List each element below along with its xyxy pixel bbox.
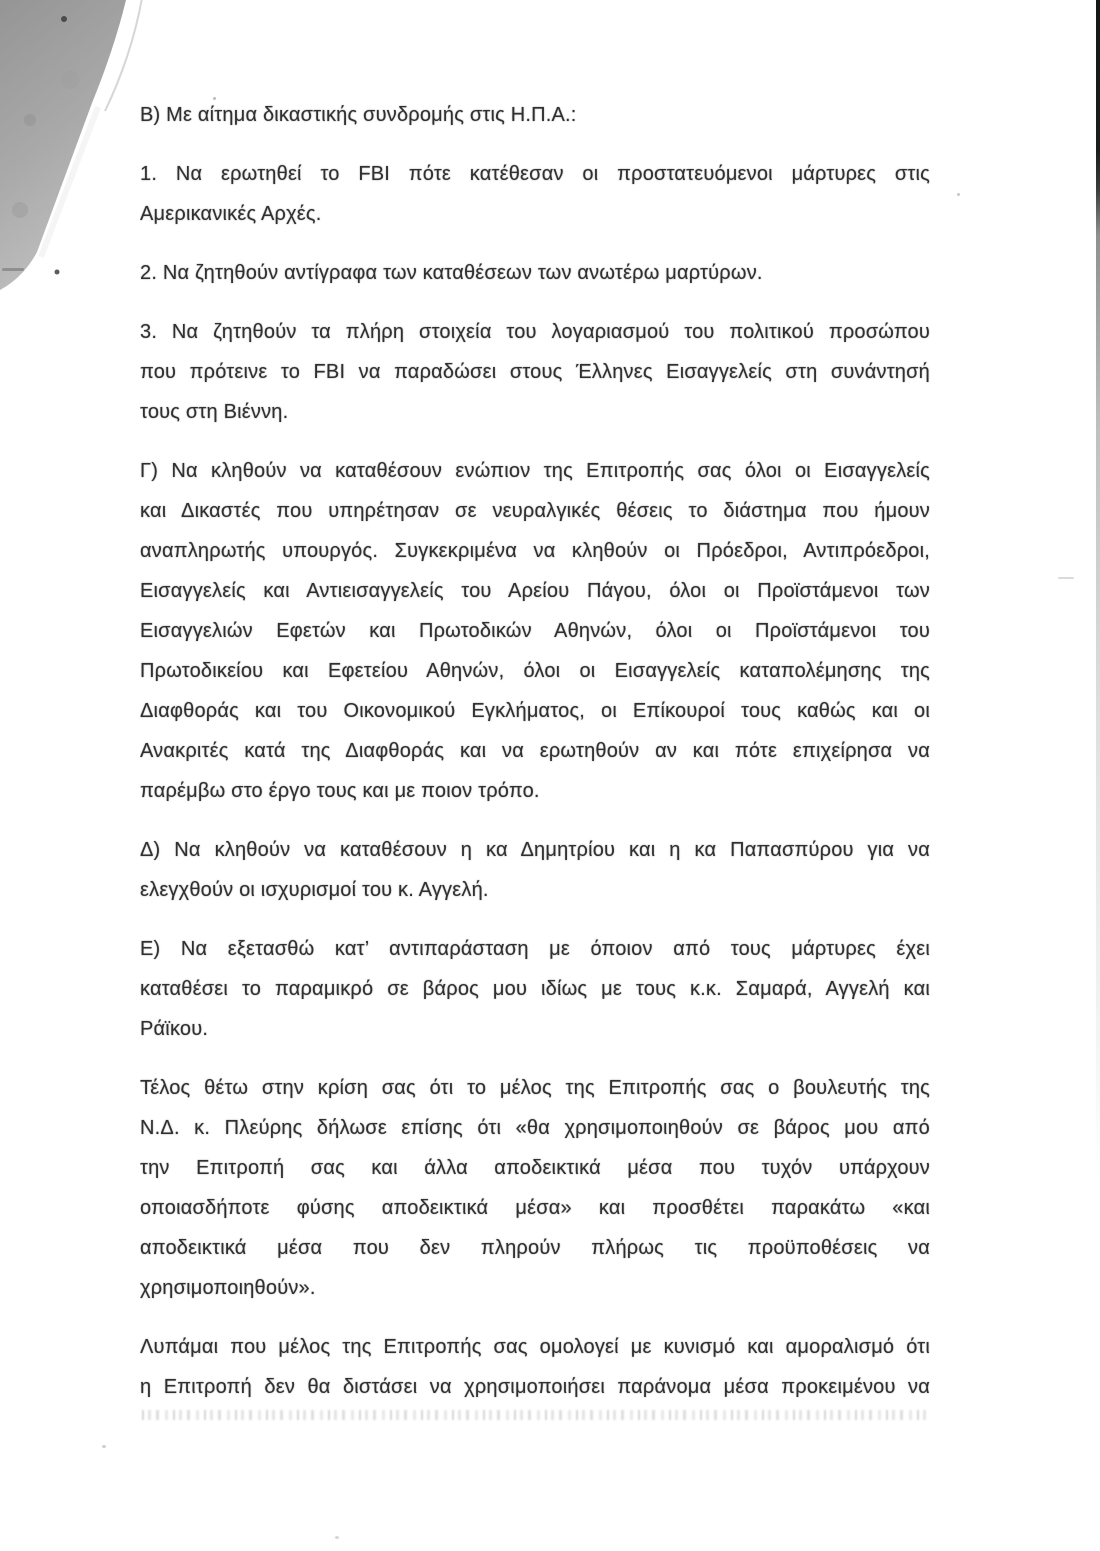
text-line: καταθέσει το παραμικρό σε βάρος μου ιδίως με τους κ.κ. Σαμαρά, Αγγελή και xyxy=(140,978,930,1000)
text-line: την Επιτροπή σας και άλλα αποδεικτικά μέσα που τυχόν υπάρχουν xyxy=(140,1157,930,1179)
text-line: χρησιμοποιηθούν». xyxy=(140,1277,316,1299)
text-line: και Δικαστές που υπηρέτησαν σε νευραλγικές θέσεις το διάστημα που ήμουν xyxy=(140,500,930,522)
scan-speck xyxy=(957,193,960,196)
text-line: Ν.Δ. κ. Πλεύρης δήλωσε επίσης ότι «θα χρησιμοποιηθούν σε βάρος μου από xyxy=(140,1117,930,1139)
paragraph xyxy=(140,154,930,234)
text-line: Β) Με αίτημα δικαστικής συνδρομής στις Η.Π.Α.: xyxy=(140,104,577,126)
scan-edge-line xyxy=(1096,0,1100,1551)
scan-speck xyxy=(335,1536,339,1539)
paragraph xyxy=(140,451,930,811)
text-line: Ανακριτές κατά της Διαφθοράς και να ερωτηθούν αν και πότε επιχείρησα να xyxy=(140,740,930,762)
text-line: Λυπάμαι που μέλος της Επιτροπής σας ομολογεί με κυνισμό και αμοραλισμό ότι xyxy=(140,1336,930,1358)
text-line: αναπληρωτής υπουργός. Συγκεκριμένα να κληθούν οι Πρόεδροι, Αντιπρόεδροι, xyxy=(140,540,930,562)
document-text xyxy=(140,95,930,1426)
text-line: Πρωτοδικείου και Εφετείου Αθηνών, όλοι οι Εισαγγελείς καταπολέμησης της xyxy=(140,660,930,682)
text-line: Ε) Να εξετασθώ κατ’ αντιπαράσταση με όποιον από τους μάρτυρες έχει xyxy=(140,938,930,960)
text-line: Δ) Να κληθούν να καταθέσουν η κα Δημητρίου και η κα Παπασπύρου για να xyxy=(140,839,930,861)
text-line: 3. Να ζητηθούν τα πλήρη στοιχεία του λογαριασμού του πολιτικού προσώπου xyxy=(140,321,930,343)
paragraph xyxy=(140,253,930,293)
text-line: που πρότεινε το FBI να παραδώσει στους Έλληνες Εισαγγελείς στη συνάντησή xyxy=(140,361,930,383)
text-line: Τέλος θέτω στην κρίση σας ότι το μέλος της Επιτροπής σας ο βουλευτής της xyxy=(140,1077,930,1099)
text-line: 2. Να ζητηθούν αντίγραφα των καταθέσεων των ανωτέρω μαρτύρων. xyxy=(140,262,763,284)
paragraph xyxy=(140,830,930,910)
text-line: 1. Να ερωτηθεί το FBI πότε κατέθεσαν οι προστατευόμενοι μάρτυρες στις xyxy=(140,163,930,185)
text-line: Ράϊκου. xyxy=(140,1018,209,1040)
paragraph xyxy=(140,1068,930,1308)
text-line: Αμερικανικές Αρχές. xyxy=(140,203,322,225)
paragraph xyxy=(140,1327,930,1407)
paragraph xyxy=(140,95,930,135)
text-line: Γ) Να κληθούν να καταθέσουν ενώπιον της Επιτροπής σας όλοι οι Εισαγγελείς xyxy=(140,460,930,482)
text-line: ελεγχθούν οι ισχυρισμοί του κ. Αγγελή. xyxy=(140,879,489,901)
text-line: τους στη Βιέννη. xyxy=(140,401,289,423)
text-line: αποδεικτικά μέσα που δεν πληρούν πλήρως τις προϋποθέσεις να xyxy=(140,1237,930,1259)
scan-speck xyxy=(213,97,216,100)
text-line: οποιασδήποτε φύσης αποδεικτικά μέσα» και προσθέτει παρακάτω «και xyxy=(140,1197,930,1219)
scan-speck xyxy=(1058,577,1074,579)
paragraph xyxy=(140,929,930,1049)
text-line: Εισαγγελείς και Αντιεισαγγελείς του Αρείου Πάγου, όλοι οι Προϊστάμενοι των xyxy=(140,580,930,602)
text-line: η Επιτροπή δεν θα διστάσει να χρησιμοποιήσει παράνομα μέσα προκειμένου να xyxy=(140,1376,930,1398)
text-line: παρέμβω στο έργο τους και με ποιον τρόπο. xyxy=(140,780,540,802)
scan-speck xyxy=(102,1445,106,1448)
faded-text-line xyxy=(142,1410,928,1420)
text-line: Διαφθοράς και του Οικονομικού Εγκλήματος, οι Επίκουροί τους καθώς και οι xyxy=(140,700,930,722)
text-line: Εισαγγελιών Εφετών και Πρωτοδικών Αθηνών, όλοι οι Προϊστάμενοι του xyxy=(140,620,930,642)
paragraph xyxy=(140,312,930,432)
